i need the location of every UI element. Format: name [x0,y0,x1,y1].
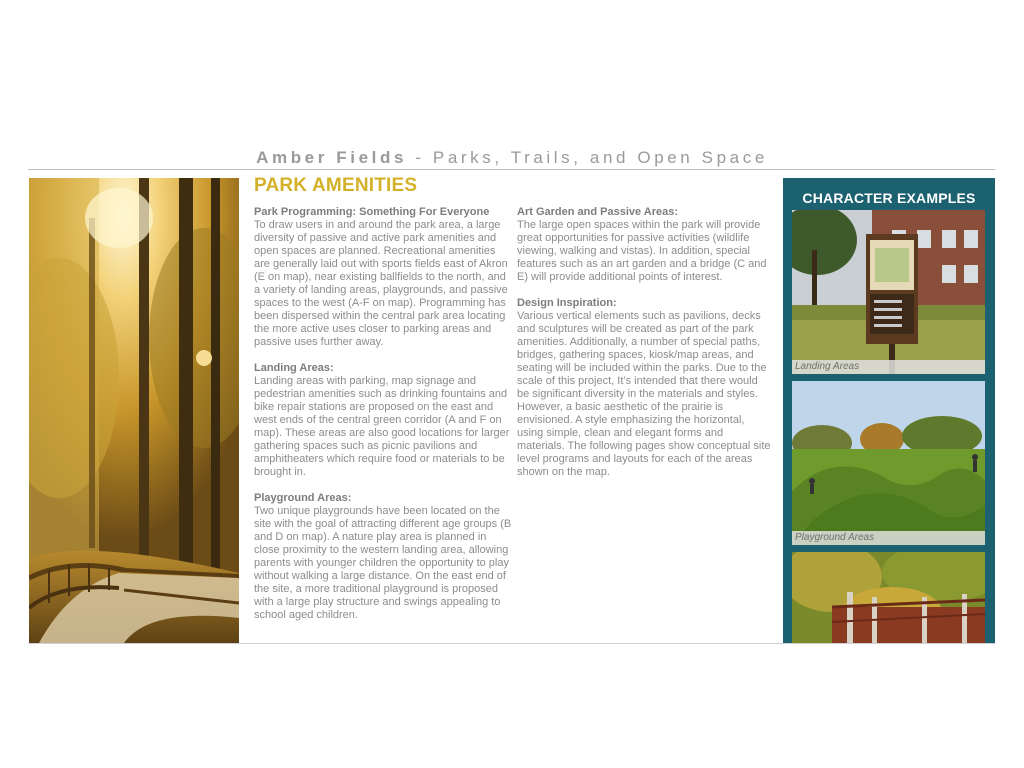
text-block [517,297,771,479]
left-text-column [254,206,512,635]
bridge-photo [792,552,985,643]
caption-playground-areas: Playground Areas [792,531,985,545]
block-body: Landing areas with parking, map signage and pedestrian amenities such as drinking fountains and bike repair stations are proposed on the east and west ends of the central green corridor (A and F on map). These areas are also good locations for larger gathering spaces such as picnic pavilions and amphitheaters which require food or materials to be brought in. [254,375,510,478]
boardwalk-forest-photo [29,178,239,643]
character-examples-panel [783,178,995,643]
right-text-column [517,206,771,492]
landing-area-photo [792,210,985,374]
block-body: To draw users in and around the park area, a large diversity of passive and active park amenities and open spaces are planned. Recreational amenities are generally laid out with sports fields east of Akron (E on map), near existing ballfields to the north, and a variety of landing areas, playgrounds, and passive spaces to the west (A-F on map). Programming has been dispersed within the central park area locating the more active uses closer to parking areas and passive uses further away. [254,219,508,348]
header-title-bold: Amber Fields [256,148,408,167]
footer-divider [28,643,995,644]
block-heading: Landing Areas: [254,362,334,374]
text-block [254,206,512,349]
header-title-rest: - Parks, Trails, and Open Space [407,148,768,167]
page-header-title [0,148,1024,168]
block-heading: Playground Areas: [254,492,352,504]
header-divider [28,169,995,170]
panel-title: CHARACTER EXAMPLES [802,190,976,206]
section-title: PARK AMENITIES [254,175,418,196]
playground-area-photo [792,381,985,545]
text-block [254,362,512,479]
text-block [517,206,771,284]
block-body: The large open spaces within the park will provide great opportunities for passive activities (wildlife viewing, walking and vistas). In addition, special features such as an art garden and a bridge (C and E) will provide additional points of interest. [517,219,767,283]
block-heading: Park Programming: Something For Everyone [254,206,490,218]
block-heading: Art Garden and Passive Areas: [517,206,678,218]
text-block [254,492,512,622]
block-body: Various vertical elements such as pavilions, decks and sculptures will be created as part of the park amenities. Additionally, a number of special paths, bridges, gathering spaces, kiosk/map areas, and seating will be included within the parks. Due to the scale of this project, It’s intended that there would be significant diversity in the materials and styles. However, a basic aesthetic of the prairie is envisioned. A style emphasizing the horizontal, using simple, clean and elegant forms and materials. The following pages show conceptual site level programs and layouts for each of the areas shown on the map. [517,310,771,478]
caption-landing-areas: Landing Areas [792,360,985,374]
block-body: Two unique playgrounds have been located on the site with the goal of attracting different age groups (B and D on map). A nature play area is planned in close proximity to the western landing area, allowing parents with younger children the opportunity to play without walking a large distance. On the east end of the site, a more traditional playground is proposed with a large play structure and swings appealing to school aged children. [254,505,512,621]
block-heading: Design Inspiration: [517,297,617,309]
